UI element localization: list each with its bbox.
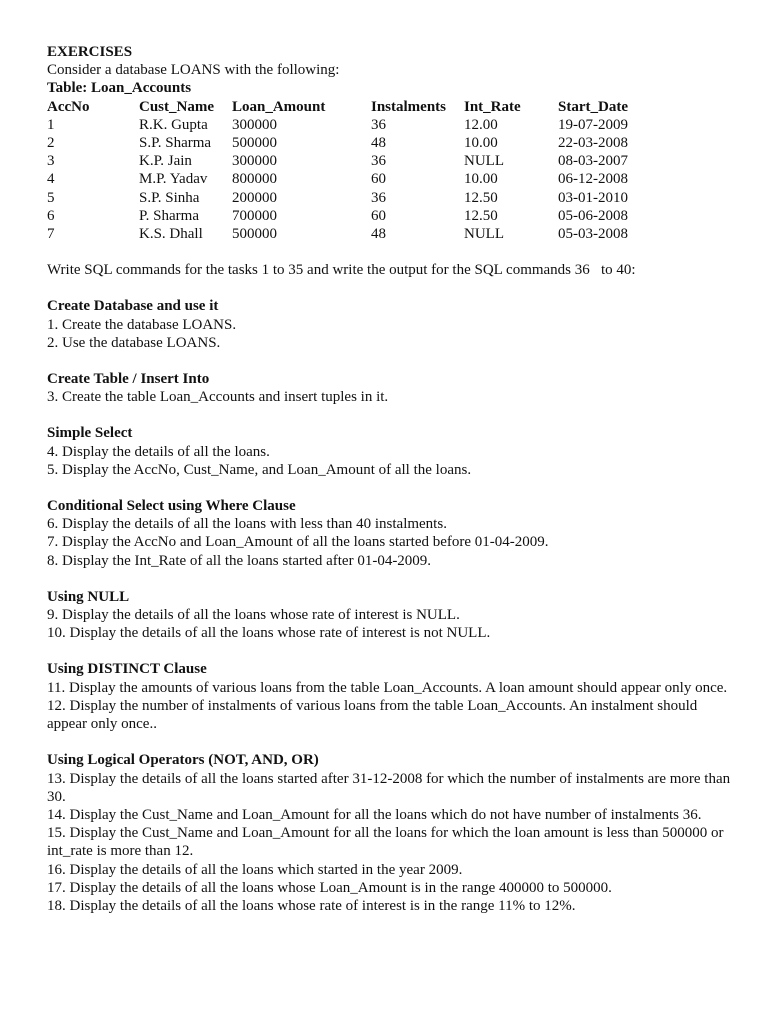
header-instalments: Instalments xyxy=(371,98,447,115)
cell-int-rate: 12.50 xyxy=(464,189,498,206)
cell-accno: 5 xyxy=(47,189,55,206)
instruction-text: Write SQL commands for the tasks 1 to 35 and write the output for the SQL commands 36 to 40: xyxy=(47,262,636,279)
section-title: Simple Select xyxy=(47,425,133,442)
cell-int-rate: NULL xyxy=(464,153,504,170)
cell-instalments: 48 xyxy=(371,226,386,243)
document-page xyxy=(47,43,737,915)
section-title: Create Table / Insert Into xyxy=(47,371,210,388)
cell-accno: 2 xyxy=(47,135,55,152)
section-title: Using DISTINCT Clause xyxy=(47,661,207,678)
exercise-section xyxy=(47,751,737,915)
exercise-item: 10. Display the details of all the loans whose rate of interest is not NULL. xyxy=(47,625,491,642)
cell-accno: 3 xyxy=(47,153,55,170)
table-row xyxy=(47,170,668,188)
header-accno: AccNo xyxy=(47,98,90,115)
exercise-item: 12. Display the number of instalments of various loans from the table Loan_Accounts. An instalment should appear only once.. xyxy=(47,697,698,733)
header-cust-name: Cust_Name xyxy=(139,98,214,115)
table-header-row xyxy=(47,98,668,116)
cell-instalments: 60 xyxy=(371,207,386,224)
cell-instalments: 36 xyxy=(371,153,386,170)
cell-cust-name: K.P. Jain xyxy=(139,153,192,170)
intro-text: Consider a database LOANS with the following: xyxy=(47,62,340,79)
cell-start-date: 06-12-2008 xyxy=(558,171,628,188)
cell-cust-name: S.P. Sharma xyxy=(139,135,212,152)
cell-cust-name: K.S. Dhall xyxy=(139,226,203,243)
cell-instalments: 36 xyxy=(371,189,386,206)
table-row xyxy=(47,189,668,207)
cell-start-date: 22-03-2008 xyxy=(558,135,628,152)
exercise-section xyxy=(47,370,737,406)
exercise-sections xyxy=(47,279,737,915)
exercise-section xyxy=(47,660,737,733)
section-title: Conditional Select using Where Clause xyxy=(47,498,296,515)
section-title: Using Logical Operators (NOT, AND, OR) xyxy=(47,752,319,769)
table-row xyxy=(47,134,668,152)
cell-accno: 4 xyxy=(47,171,55,188)
exercise-item: 11. Display the amounts of various loans from the table Loan_Accounts. A loan amount should appear only once. xyxy=(47,679,728,696)
exercise-item: 2. Use the database LOANS. xyxy=(47,334,221,351)
cell-int-rate: 10.00 xyxy=(464,135,498,152)
exercise-item: 3. Create the table Loan_Accounts and insert tuples in it. xyxy=(47,389,389,406)
cell-loan-amount: 300000 xyxy=(232,116,277,133)
exercise-item: 17. Display the details of all the loans whose Loan_Amount is in the range 400000 to 500000. xyxy=(47,879,612,896)
exercise-item: 13. Display the details of all the loans started after 31-12-2008 for which the number of instalments are more than 30. xyxy=(47,770,731,805)
exercise-section xyxy=(47,424,737,479)
cell-int-rate: 12.00 xyxy=(464,116,498,133)
exercise-item: 6. Display the details of all the loans with less than 40 instalments. xyxy=(47,516,447,533)
cell-instalments: 60 xyxy=(371,171,386,188)
exercises-heading: EXERCISES xyxy=(47,44,133,60)
exercise-item: 9. Display the details of all the loans whose rate of interest is NULL. xyxy=(47,607,460,624)
cell-loan-amount: 200000 xyxy=(232,189,277,206)
cell-start-date: 03-01-2010 xyxy=(558,189,628,206)
cell-loan-amount: 500000 xyxy=(232,135,277,152)
exercise-item: 5. Display the AccNo, Cust_Name, and Loan_Amount of all the loans. xyxy=(47,461,472,478)
cell-start-date: 19-07-2009 xyxy=(558,116,628,133)
table-title: Table: Loan_Accounts xyxy=(47,80,192,97)
cell-start-date: 08-03-2007 xyxy=(558,153,628,170)
exercise-item: 14. Display the Cust_Name and Loan_Amount for all the loans which do not have number of instalments 36. xyxy=(47,806,702,823)
exercise-item: 1. Create the database LOANS. xyxy=(47,316,237,333)
cell-loan-amount: 800000 xyxy=(232,171,277,188)
exercise-item: 16. Display the details of all the loans which started in the year 2009. xyxy=(47,861,463,878)
exercise-item: 4. Display the details of all the loans. xyxy=(47,443,270,460)
exercise-item: 7. Display the AccNo and Loan_Amount of all the loans started before 01-04-2009. xyxy=(47,534,549,551)
table-body xyxy=(47,116,668,243)
cell-loan-amount: 300000 xyxy=(232,153,277,170)
cell-int-rate: NULL xyxy=(464,226,504,243)
cell-start-date: 05-06-2008 xyxy=(558,207,628,224)
exercise-item: 18. Display the details of all the loans whose rate of interest is in the range 11% to 12%. xyxy=(47,897,576,914)
exercise-section xyxy=(47,297,737,352)
exercise-item: 8. Display the Int_Rate of all the loans started after 01-04-2009. xyxy=(47,552,432,569)
cell-cust-name: P. Sharma xyxy=(139,207,199,224)
cell-accno: 1 xyxy=(47,116,55,133)
cell-start-date: 05-03-2008 xyxy=(558,226,628,243)
table-row xyxy=(47,207,668,225)
cell-cust-name: S.P. Sinha xyxy=(139,189,200,206)
cell-instalments: 48 xyxy=(371,135,386,152)
header-int-rate: Int_Rate xyxy=(464,98,521,115)
cell-accno: 6 xyxy=(47,207,55,224)
exercise-section xyxy=(47,497,737,570)
header-start-date: Start_Date xyxy=(558,98,628,115)
cell-instalments: 36 xyxy=(371,116,386,133)
section-title: Using NULL xyxy=(47,588,130,605)
table-row xyxy=(47,225,668,243)
cell-int-rate: 12.50 xyxy=(464,207,498,224)
table-row xyxy=(47,152,668,170)
cell-loan-amount: 500000 xyxy=(232,226,277,243)
header-loan-amount: Loan_Amount xyxy=(232,98,326,115)
cell-cust-name: M.P. Yadav xyxy=(139,171,208,188)
section-title: Create Database and use it xyxy=(47,298,219,315)
exercise-item: 15. Display the Cust_Name and Loan_Amount for all the loans for which the loan amount is less than 500000 or int_rate is more than 12. xyxy=(47,825,724,860)
cell-int-rate: 10.00 xyxy=(464,171,498,188)
loan-accounts-table xyxy=(47,98,668,244)
cell-cust-name: R.K. Gupta xyxy=(139,116,208,133)
cell-accno: 7 xyxy=(47,226,55,243)
cell-loan-amount: 700000 xyxy=(232,207,277,224)
exercise-section xyxy=(47,588,737,643)
table-row xyxy=(47,116,668,134)
